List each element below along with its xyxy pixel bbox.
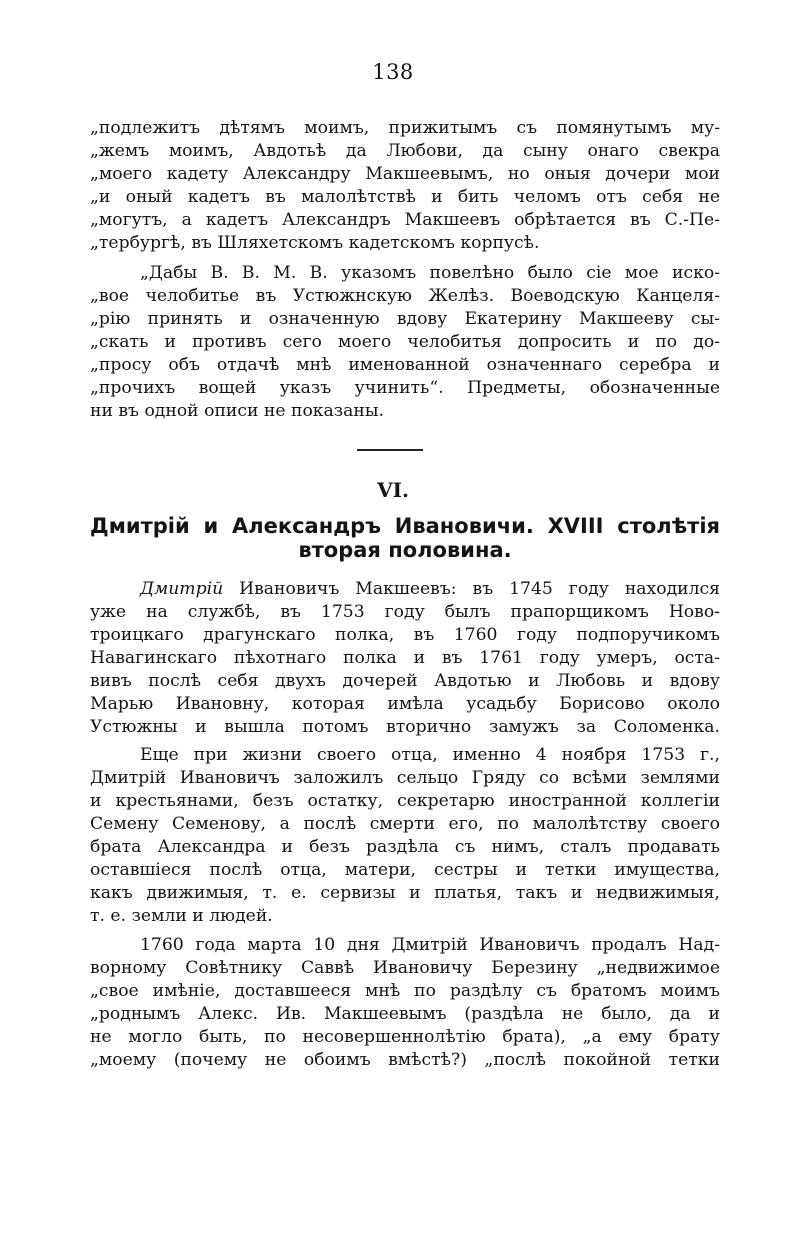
quote-line: „моего кадету Александру Макшеевымъ, но оныя дочери мои [90,164,720,184]
paragraph-line: „моему (почему не обоимъ вмѣстѣ?) „послѣ покойной тетки [90,1050,720,1070]
paragraph-line: Устюжны и вышла потомъ вторично замужъ за Соломенка. [90,717,720,737]
quote-line: „Дабы В. В. М. В. указомъ повелѣно было сіе мое иско- [140,263,720,283]
paragraph-line: какъ движимыя, т. е. сервизы и платья, такъ и недвижимыя, [90,883,720,903]
paragraph-first-line [140,578,720,600]
paragraph-line: Навагинскаго пѣхотнаго полка и въ 1761 году умеръ, оста- [90,648,720,668]
quote-line: „могутъ, а кадетъ Александръ Макшеевъ обрѣтается въ С.-Пе- [90,210,720,230]
paragraph-line: Семену Семенову, а послѣ смерти его, по малолѣтству своего [90,814,720,834]
quote-line: „тербургѣ, въ Шляхетскомъ кадетскомъ корпусѣ. [90,233,540,253]
quote-line: „и оный кадетъ въ малолѣтствѣ и бить челомъ отъ себя не [90,187,720,207]
paragraph-line: ворному Совѣтнику Саввѣ Ивановичу Березину „недвижимое [90,958,720,978]
paragraph-line: Дмитрій Ивановичъ заложилъ сельцо Гряду со всѣми землями [90,768,720,788]
quote-line: „вое челобитье въ Устюжнскую Желѣз. Воеводскую Канцеля- [90,286,720,306]
quote-line: ни въ одной описи не показаны. [90,401,385,421]
paragraph-line: брата Александра и безъ раздѣла съ нимъ, сталъ продавать [90,837,720,857]
paragraph-line: вивъ послѣ себя двухъ дочерей Авдотью и Любовь и вдову [90,671,720,691]
quote-line: „скать и противъ сего моего челобитья допросить и по до- [90,332,720,352]
section-title: Дмитрій и Александръ Ивановичи. XVIII столѣтія [90,514,720,538]
paragraph-line: уже на службѣ, въ 1753 году былъ прапорщикомъ Ново- [90,602,720,622]
quote-line: „прочихъ вощей указъ учинить“. Предметы, обозначенные [90,378,720,398]
paragraph-text: Ивановичъ Макшеевъ: въ 1745 году находился [223,579,720,599]
quote-line: „жемъ моимъ, Авдотьѣ да Любови, да сыну онаго свекра [90,141,720,161]
paragraph-line: Марью Ивановну, которая имѣла усадьбу Борисово около [90,694,720,714]
quote-line: „просу объ отдачѣ мнѣ именованной означеннаго серебра и [90,355,720,375]
section-number: VI. [377,478,409,502]
paragraph-line: не могло быть, по несовершеннолѣтію брата), „а ему брату [90,1027,720,1047]
paragraph-line: оставшіеся послѣ отца, матери, сестры и тетки имущества, [90,860,720,880]
paragraph-line: троицкаго драгунскаго полка, въ 1760 году подпоручикомъ [90,625,720,645]
quote-line: „подлежитъ дѣтямъ моимъ, прижитымъ съ помянутымъ му- [90,118,720,138]
section-subtitle: вторая половина. [298,538,512,562]
paragraph-line: и крестьянами, безъ остатку, секретарю иностранной коллегіи [90,791,720,811]
page-number: 138 [372,60,414,84]
paragraph-line: „свое имѣніе, доставшееся мнѣ по раздѣлу съ братомъ моимъ [90,981,720,1001]
paragraph-line: Еще при жизни своего отца, именно 4 ноября 1753 г., [140,745,720,765]
section-divider [357,449,423,451]
paragraph-line: т. е. земли и людей. [90,906,273,926]
paragraph-line: 1760 года марта 10 дня Дмитрій Ивановичъ продалъ Над- [140,935,720,955]
paragraph-line: „роднымъ Алекс. Ив. Макшеевымъ (раздѣла не было, да и [90,1004,720,1024]
quote-line: „рію принять и означенную вдову Екатерину Макшееву сы- [90,309,720,329]
person-name: Дмитрій [140,579,224,599]
